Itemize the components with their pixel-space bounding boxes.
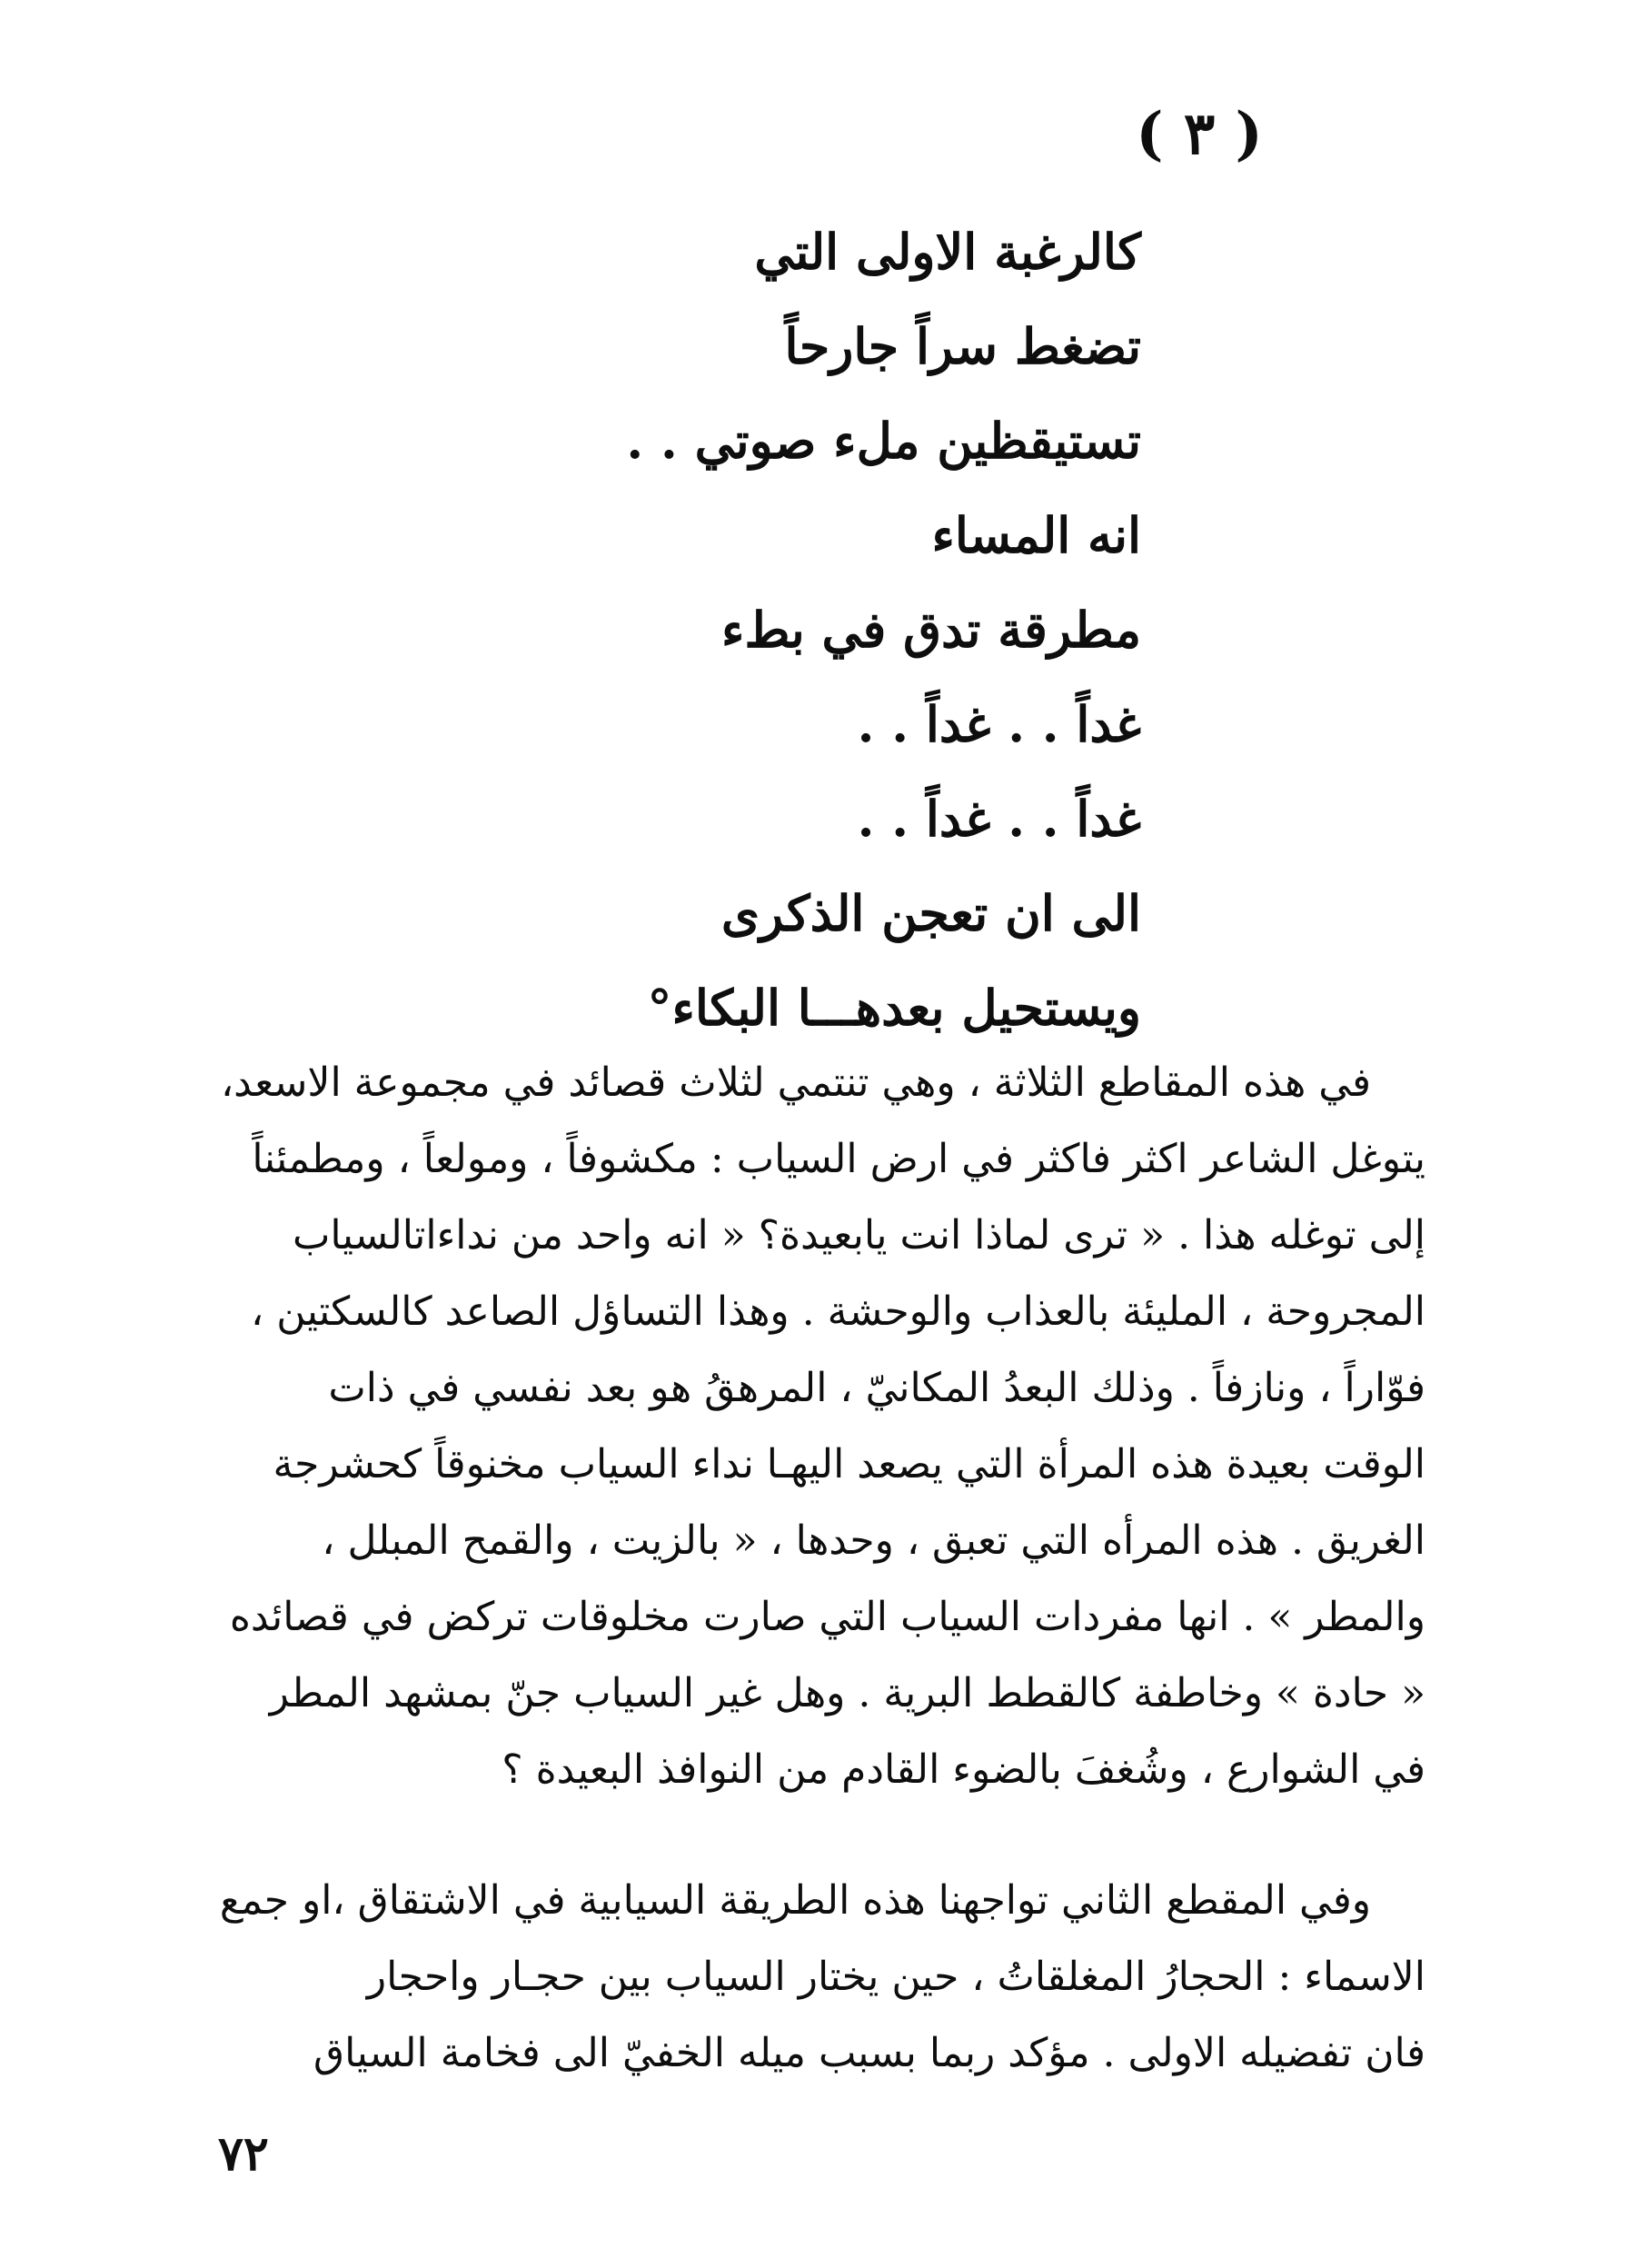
paragraph-line: الاسماء : الحجارُ المغلقاتُ ، حين يختار السياب بين حجـار واحجار <box>366 1954 1425 2000</box>
poem-line: تضغط سراً جارحاً <box>784 317 1141 375</box>
poem-stanza <box>396 204 1141 1055</box>
poem-line: غداً . . غداً . . <box>857 695 1141 753</box>
paragraph-line: المجروحة ، المليئة بالعذاب والوحشة . وهذا التساؤل الصاعد كالسكتين ، <box>251 1288 1425 1335</box>
poem-line: الى ان تعجن الذكرى <box>720 884 1141 942</box>
paragraph-line: في الشوارع ، وشُغفَ بالضوء القادم من النوافذ البعيدة ؟ <box>502 1746 1425 1793</box>
paragraph-line: وفي المقطع الثاني تواجهنا هذه الطريقة السيابية في الاشتقاق ،او جمع <box>219 1877 1371 1924</box>
poem-line: ويستحيل بعدهـــا البكاء° <box>647 979 1141 1037</box>
poem-line: انه المساء <box>931 506 1141 564</box>
paragraph-line: فان تفضيله الاولى . مؤكد ربما بسبب ميله الخفيّ الى فخامة السياق <box>313 2030 1425 2076</box>
paragraph-line: إلى توغله هذا . « ترى لماذا انت يابعيدة؟ « انه واحد من نداءاتالسياب <box>292 1212 1425 1258</box>
section-number: ( ٣ ) <box>1136 100 1263 168</box>
poem-line: مطرقة تدق في بطء <box>721 601 1141 659</box>
paragraph-line: الغريق . هذه المرأه التي تعبق ، وحدها ، « بالزيت ، والقمح المبلل ، <box>322 1517 1425 1564</box>
paragraph-line: « حادة » وخاطفة كالقطط البرية . وهل غير السياب جنّ بمشهد المطر <box>269 1670 1425 1716</box>
page-number: ٧٢ <box>218 2126 269 2182</box>
poem-line: كالرغبة الاولى التي <box>754 223 1141 281</box>
commentary-paragraph-2 <box>218 1863 1425 2092</box>
paragraph-line: في هذه المقاطع الثلاثة ، وهي تنتمي لثلاث قصائد في مجموعة الاسعد، <box>220 1059 1371 1106</box>
paragraph-line: فوّاراً ، ونازفاً . وذلك البعدُ المكانيّ ، المرهقُ هو بعد نفسي في ذات <box>328 1365 1425 1411</box>
poem-line: غداً . . غداً . . <box>857 790 1141 848</box>
paragraph-line: الوقت بعيدة هذه المرأة التي يصعد اليهـا نداء السياب مخنوقاً كحشرجة <box>273 1441 1425 1487</box>
paragraph-line: والمطر » . انها مفردات السياب التي صارت مخلوقات تركض في قصائده <box>229 1594 1425 1640</box>
paragraph-line: يتوغل الشاعر اكثر فاكثر في ارض السياب : مكشوفاً ، ومولعاً ، ومطمئناً <box>252 1136 1425 1182</box>
commentary-paragraph-1 <box>218 1045 1425 1808</box>
poem-line: تستيقظين ملء صوتي . . <box>626 412 1141 470</box>
